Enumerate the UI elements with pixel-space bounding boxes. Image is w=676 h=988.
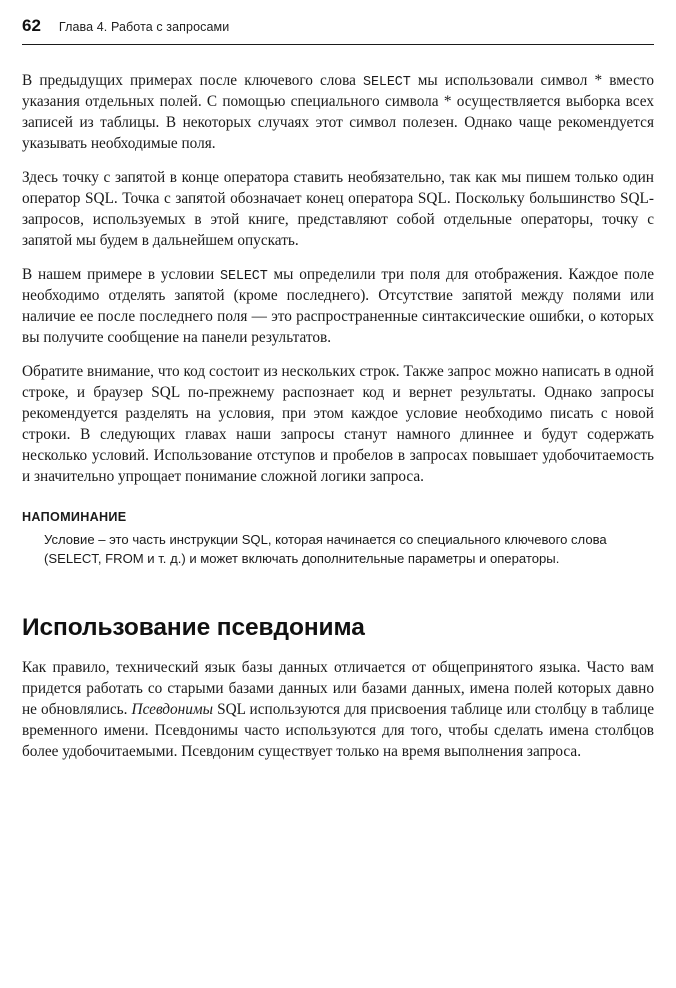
text-run: мы определили три поля для отображения. Каждое поле необходимо отделять запятой (кроме последнего). Отсутствие запятой между полями или наличие ее после последнего поля — это распространенные синтаксические ошибки, о которых вы получите сообщение на панели результатов. xyxy=(22,266,655,347)
text-run: мы использовали символ * вместо указания отдельных полей. С помощью специального символа * осуществляется выборка всех записей из таблицы. В некоторых случаях этот символ полезен. Однако чаще рекомендуется указывать необходимые поля. xyxy=(22,72,654,153)
inline-code: SELECT xyxy=(220,269,268,285)
chapter-title: Глава 4. Работа с запросами xyxy=(58,20,230,34)
paragraph xyxy=(22,168,654,252)
reminder-text: Условие – это часть инструкции SQL, которая начинается со специального ключевого слова (SELECT, FROM и т. д.) и может включать дополнительные параметры и операторы. xyxy=(44,531,607,566)
text-run: Как правило, технический язык базы данных отличается от общепринятого языка. Часто вам придется работать со старыми базами данных или базами данных, имена полей которых давно не обновлялись. xyxy=(22,659,654,719)
paragraph xyxy=(22,265,654,349)
paragraph xyxy=(22,658,654,763)
text-run: В нашем примере в условии xyxy=(22,266,221,284)
text-run: Обратите внимание, что код состоит из нескольких строк. Также запрос можно написать в одной строке, и браузер SQL по-прежнему распознает код и вернет результаты. Однако запросы рекомендуется разделять на условия, при этом каждое условие необходимо писать с новой строки. В следующих главах наши запросы станут намного длиннее и будут содержать несколько условий. Использование отступов и пробелов в запросах повышает удобочитаемость и значительно упрощает понимание сложной логики запроса. xyxy=(22,363,654,486)
section-heading: Использование псевдонима xyxy=(22,613,365,641)
text-run: В предыдущих примерах после ключевого слова xyxy=(22,72,364,89)
reminder-callout xyxy=(22,510,654,569)
page-number: 62 xyxy=(22,16,41,35)
inline-code: SELECT xyxy=(363,75,411,90)
text-run: SQL используются для присвоения таблице или столбцу в таблице временного имени. Псевдонимы часто используются для того, чтобы сделать имена столбцов более удобочитаемыми. Псевдоним существует только на время выполнения запроса. xyxy=(22,701,654,761)
body-text xyxy=(22,45,654,488)
paragraph xyxy=(22,71,654,155)
text-run: Здесь точку с запятой в конце оператора ставить необязательно, так как мы пишем только один оператор SQL. Точка с запятой обозначает конец оператора SQL. Поскольку большинство SQL-запросов, используемых в этой книге, представляют собой отдельные операторы, точку с запятой мы будем в дальнейшем опускать. xyxy=(22,169,654,250)
section-body xyxy=(22,658,654,763)
running-head xyxy=(22,0,654,42)
paragraph xyxy=(22,362,654,488)
reminder-title: НАПОМИНАНИЕ xyxy=(22,509,127,524)
emphasis-term: Псевдонимы xyxy=(131,701,214,719)
